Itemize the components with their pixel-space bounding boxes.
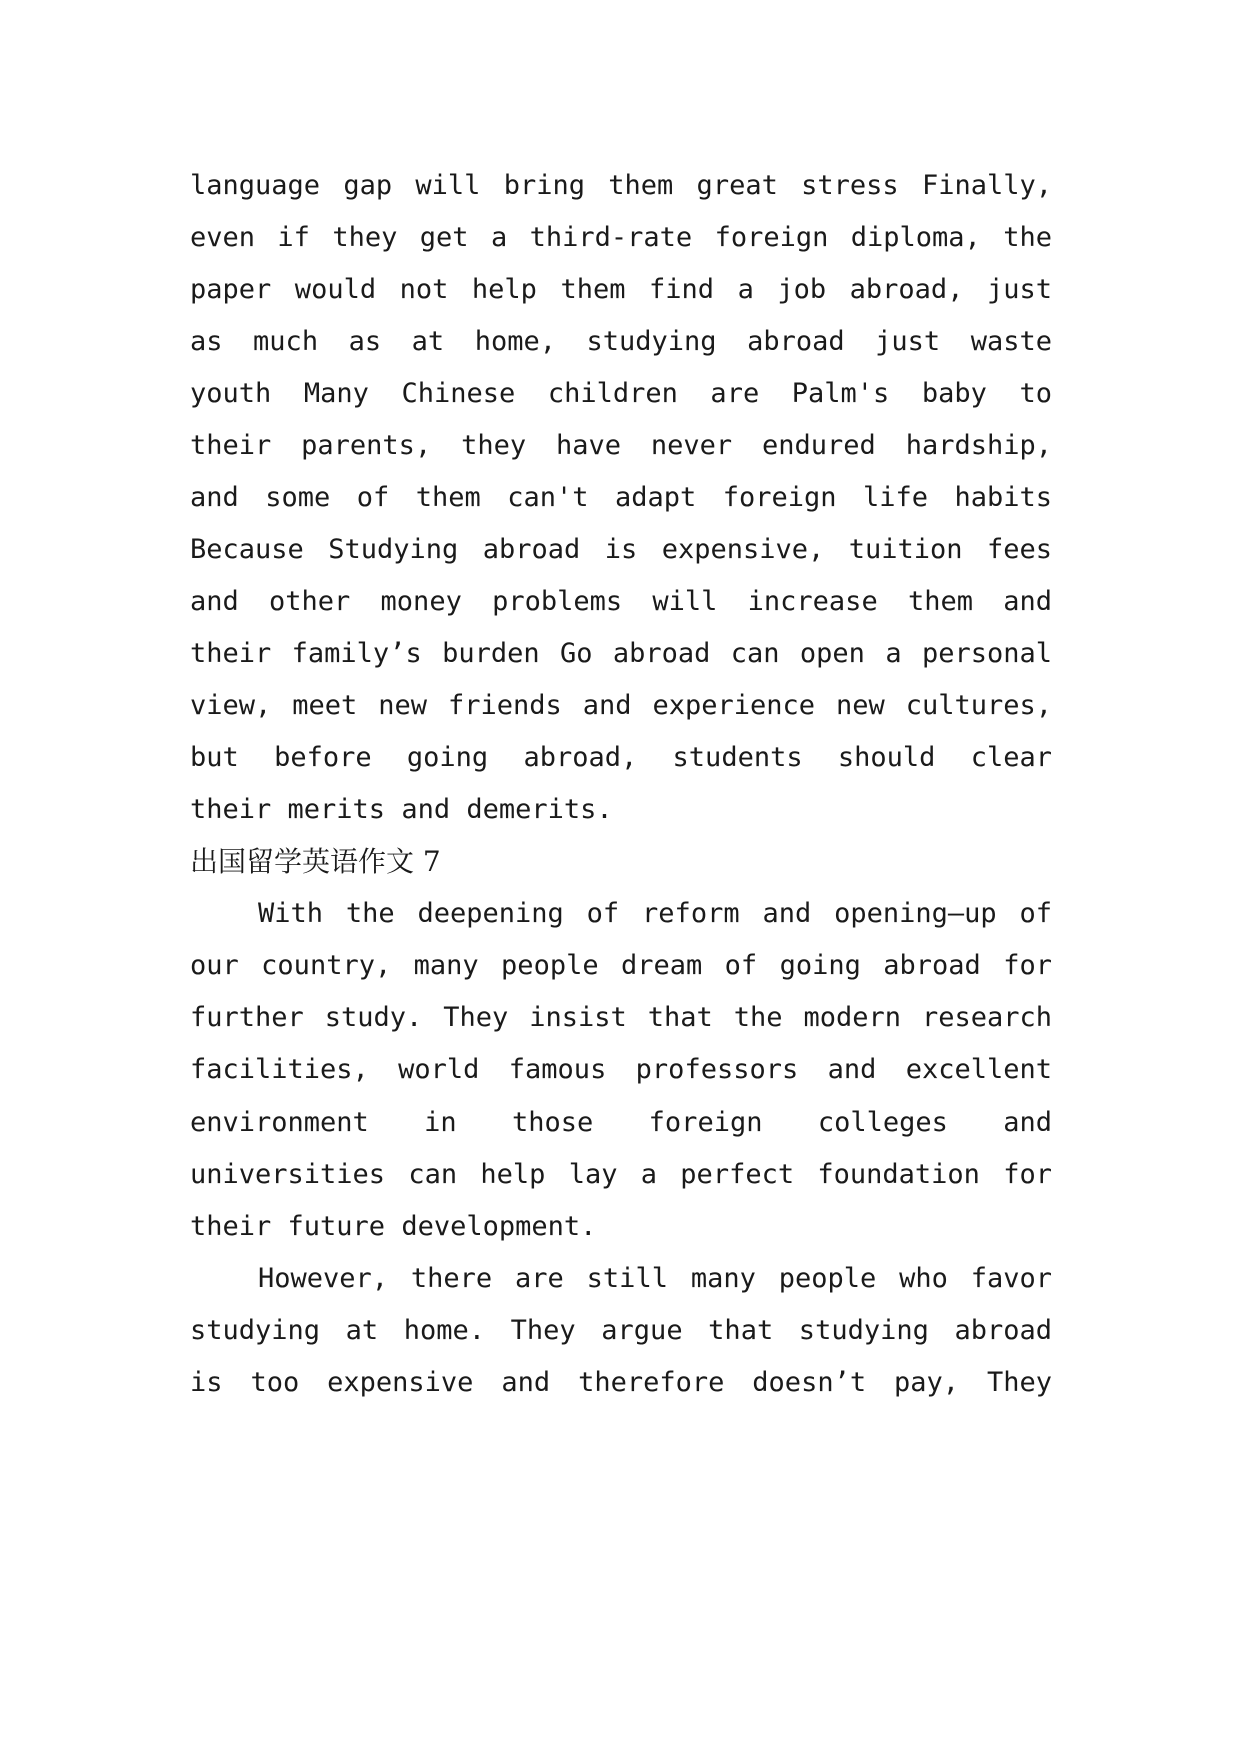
paragraph-1-line: even if they get a third-rate foreign diploma, the (190, 222, 1052, 253)
paragraph-3-line: studying at home. They argue that studying abroad (190, 1315, 1052, 1346)
section-heading: 出国留学英语作文 7 (190, 845, 441, 878)
paragraph-2-line: With the deepening of reform and opening—up of (258, 898, 1052, 929)
paragraph-1-line: as much as at home, studying abroad just waste (190, 326, 1052, 357)
paragraph-2-line: their future development. (190, 1211, 597, 1242)
paragraph-1-line: but before going abroad, students should clear (190, 742, 1052, 773)
paragraph-2-line: our country, many people dream of going abroad for (190, 950, 1052, 981)
paragraph-1-line: view, meet new friends and experience new cultures, (190, 690, 1052, 721)
paragraph-1-line: language gap will bring them great stress Finally, (190, 170, 1052, 201)
paragraph-3-line: However, there are still many people who favor (258, 1263, 1052, 1294)
paragraph-2-line: environment in those foreign colleges and (190, 1107, 1052, 1138)
paragraph-1-line: and other money problems will increase them and (190, 586, 1052, 617)
paragraph-1-line: and some of them can't adapt foreign life habits (190, 482, 1052, 513)
paragraph-2-line: universities can help lay a perfect foundation for (190, 1159, 1052, 1190)
paragraph-1-line: their family’s burden Go abroad can open a personal (190, 638, 1052, 669)
paragraph-3-line: is too expensive and therefore doesn’t pay, They (190, 1367, 1052, 1398)
paragraph-1-line: their parents, they have never endured hardship, (190, 430, 1052, 461)
paragraph-1-line: Because Studying abroad is expensive, tuition fees (190, 534, 1052, 565)
paragraph-2-line: facilities, world famous professors and excellent (190, 1054, 1052, 1085)
paragraph-1-line: their merits and demerits. (190, 794, 613, 825)
paragraph-2-line: further study. They insist that the modern research (190, 1002, 1052, 1033)
paragraph-1-line: youth Many Chinese children are Palm's baby to (190, 378, 1052, 409)
paragraph-1-line: paper would not help them find a job abroad, just (190, 274, 1052, 305)
